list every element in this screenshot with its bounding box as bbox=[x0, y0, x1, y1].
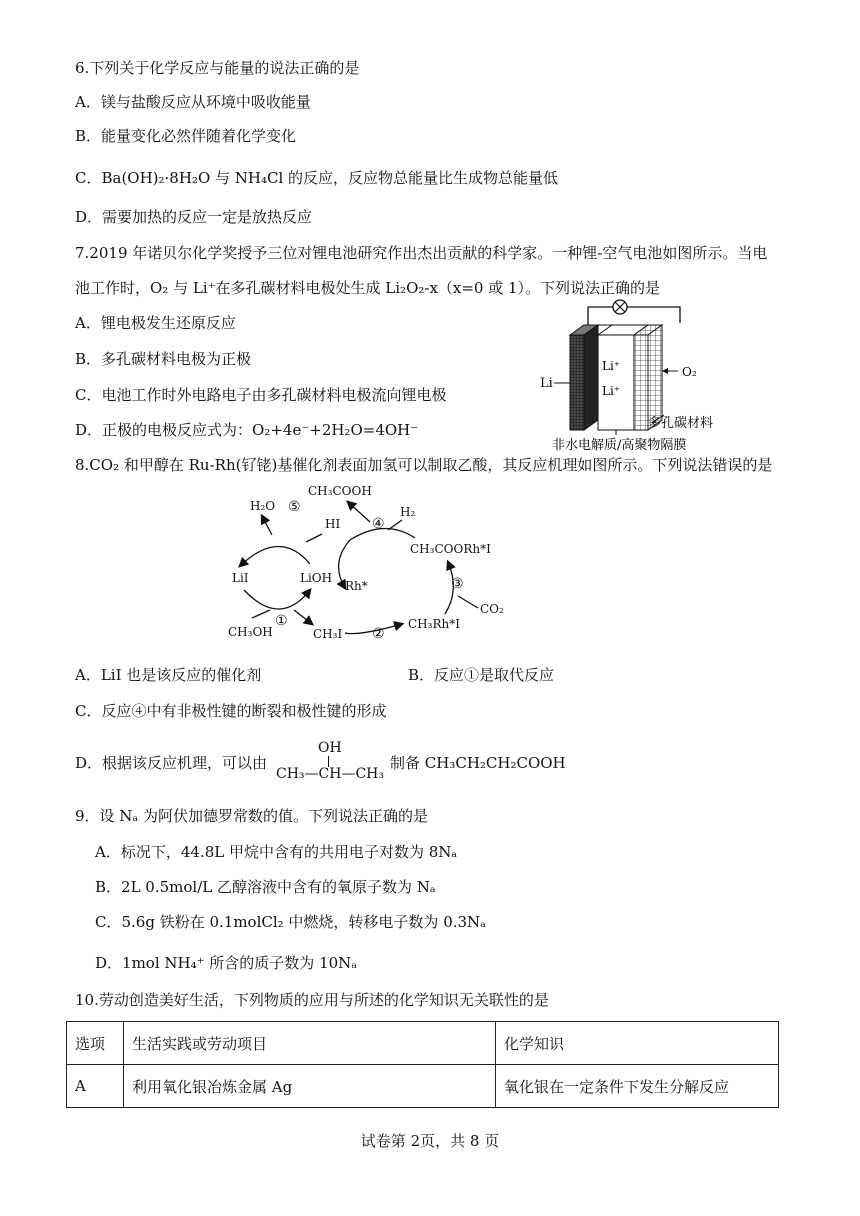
label-h2: H₂ bbox=[400, 505, 416, 519]
label-lii: LiI bbox=[232, 571, 249, 585]
label-ch3rh: CH₃Rh*I bbox=[408, 617, 460, 631]
label-lioh: LiOH bbox=[300, 571, 333, 585]
q9-option-d: D．1mol NH₄⁺ 所含的质子数为 10Nₐ bbox=[95, 954, 358, 972]
q6-option-b: B．能量变化必然伴随着化学变化 bbox=[75, 127, 297, 145]
table-header-cell: 化学知识 bbox=[496, 1022, 779, 1065]
q9-stem: 9．设 Nₐ 为阿伏加德罗常数的值。下列说法正确的是 bbox=[75, 807, 428, 825]
q6-stem: 6.下列关于化学反应与能量的说法正确的是 bbox=[75, 59, 360, 77]
q8-option-d-chain: CH₃—CH—CH₃ bbox=[276, 766, 384, 782]
lithium-electrode bbox=[570, 335, 584, 430]
arrow-step-1 bbox=[244, 590, 310, 609]
arrow-step-5 bbox=[240, 546, 310, 566]
table-header-row bbox=[67, 1022, 779, 1065]
label-ch3i: CH₃I bbox=[313, 627, 343, 641]
table-row bbox=[67, 1065, 779, 1108]
q6-option-c: C．Ba(OH)₂·8H₂O 与 NH₄Cl 的反应，反应物总能量比生成物总能量低 bbox=[75, 169, 559, 187]
step-3-label: ③ bbox=[451, 576, 464, 592]
step-2-label: ② bbox=[372, 626, 385, 642]
table-cell: A bbox=[67, 1065, 124, 1108]
table-cell: 利用氧化银冶炼金属 Ag bbox=[124, 1065, 496, 1108]
q10-stem: 10.劳动创造美好生活，下列物质的应用与所述的化学知识无关联性的是 bbox=[75, 991, 549, 1009]
label-rh: Rh* bbox=[345, 579, 368, 593]
table-cell: 氧化银在一定条件下发生分解反应 bbox=[496, 1065, 779, 1108]
li-ion-label-2: Li⁺ bbox=[602, 384, 621, 398]
q8-option-d-prefix: D．根据该反应机理，可以由 bbox=[75, 754, 268, 772]
q7-stem-line1: 7.2019 年诺贝尔化学奖授予三位对锂电池研究作出杰出贡献的科学家。一种锂-空气电池如图所示。当电 bbox=[75, 244, 768, 262]
page-footer: 试卷第 2页，共 8 页 bbox=[360, 1132, 500, 1150]
table-header-cell: 选项 bbox=[67, 1022, 124, 1065]
membrane-label: 非水电解质/高聚物隔膜 bbox=[552, 438, 687, 453]
porous-carbon-label: 多孔碳材料 bbox=[648, 416, 714, 431]
label-h2o: H₂O bbox=[250, 499, 276, 513]
q9-option-a: A．标况下，44.8L 甲烷中含有的共用电子对数为 8Nₐ bbox=[95, 843, 458, 861]
table-header-cell: 生活实践或劳动项目 bbox=[124, 1022, 496, 1065]
q6-option-a: A．镁与盐酸反应从环境中吸收能量 bbox=[75, 93, 311, 111]
step-1-label: ① bbox=[275, 613, 288, 629]
q8-stem: 8.CO₂ 和甲醇在 Ru-Rh(钌铑)基催化剂表面加氢可以制取乙酸，其反应机理如图所示。下列说法错误的是 bbox=[75, 456, 773, 474]
li-ion-label-1: Li⁺ bbox=[602, 359, 621, 373]
lithium-air-battery-figure bbox=[530, 295, 780, 455]
label-co2: CO₂ bbox=[480, 602, 504, 616]
q8-option-c: C．反应④中有非极性键的断裂和极性键的形成 bbox=[75, 702, 387, 720]
porous-carbon-electrode bbox=[634, 335, 648, 430]
label-ch3coorh: CH₃COORh*I bbox=[410, 542, 491, 556]
label-hi: HI bbox=[325, 517, 341, 531]
reaction-mechanism-figure bbox=[210, 478, 540, 648]
q7-option-b: B．多孔碳材料电极为正极 bbox=[75, 350, 252, 368]
q8-option-b: B．反应①是取代反应 bbox=[408, 666, 555, 684]
q8-option-d-oh: OH bbox=[318, 740, 342, 756]
q6-option-d: D．需要加热的反应一定是放热反应 bbox=[75, 208, 313, 226]
q8-option-a: A．LiI 也是该反应的催化剂 bbox=[75, 666, 262, 684]
q8-option-d-suffix: 制备 CH₃CH₂CH₂COOH bbox=[390, 754, 566, 772]
label-ch3oh: CH₃OH bbox=[228, 625, 273, 639]
q7-option-a: A．锂电极发生还原反应 bbox=[75, 314, 236, 332]
li-electrode-label: Li bbox=[540, 376, 553, 391]
step-4-label: ④ bbox=[372, 516, 385, 532]
o2-label: O₂ bbox=[682, 365, 697, 379]
q9-option-c: C．5.6g 铁粉在 0.1molCl₂ 中燃烧，转移电子数为 0.3Nₐ bbox=[95, 913, 486, 931]
q7-option-c: C．电池工作时外电路电子由多孔碳材料电极流向锂电极 bbox=[75, 386, 447, 404]
label-ch3cooh: CH₃COOH bbox=[308, 484, 372, 498]
q10-table bbox=[66, 1021, 779, 1108]
electrolyte bbox=[598, 335, 634, 430]
step-5-label: ⑤ bbox=[288, 499, 301, 515]
external-wire bbox=[588, 307, 680, 327]
q7-stem-line2: 池工作时，O₂ 与 Li⁺在多孔碳材料电极处生成 Li₂O₂-x（x=0 或 1）。下列说法正确的是 bbox=[75, 279, 661, 297]
q7-option-d: D．正极的电极反应式为：O₂+4e⁻+2H₂O=4OH⁻ bbox=[75, 421, 419, 439]
q9-option-b: B．2L 0.5mol/L 乙醇溶液中含有的氧原子数为 Nₐ bbox=[95, 878, 436, 896]
